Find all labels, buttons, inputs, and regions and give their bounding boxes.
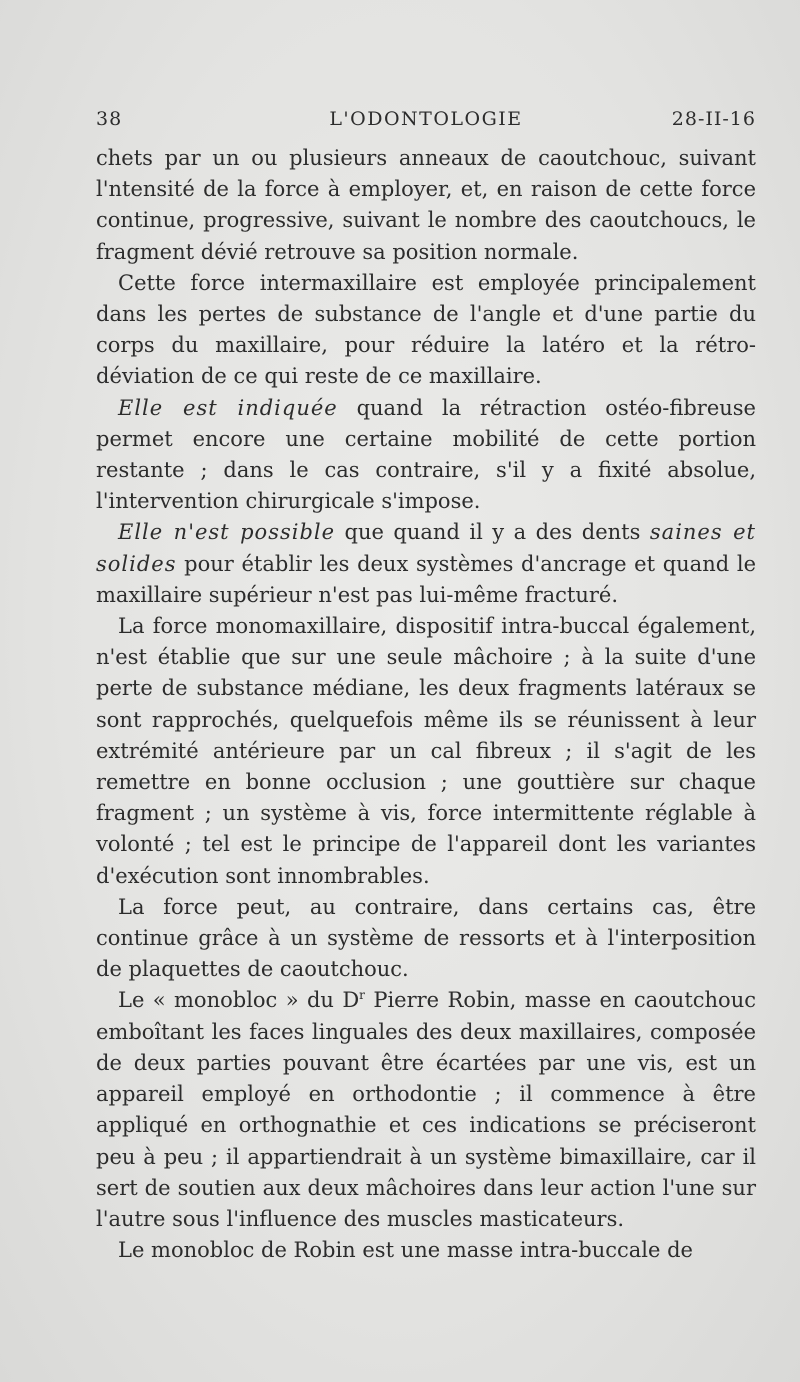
text-run: Pierre Robin, masse en caoutchouc emboîtant les faces linguales des deux maxillaires, composée de deux parties pouvant être écartées par une vis, est un appareil employé en orthodontie ; il commence à être appliqué en orthognathie et ces indications se préciseront peu à peu ; il appartiendrait à un système bimaxillaire, car il sert de soutien aux deux mâchoires dans leur action l'une sur l'autre sous l'influence des muscles masticateurs. [96,988,756,1231]
page-header [96,108,756,142]
paragraph [96,143,756,268]
text-run: quand la rétraction ostéo-fibreuse permet encore une certaine mobilité de cette portion restante ; dans le cas contraire, s'il y a fixité absolue, l'intervention chirurgicale s'impose. [96,395,756,514]
paragraph [96,393,756,518]
text-run: pour établir les deux systèmes d'ancrage et quand le maxillaire supérieur n'est pas lui-même fracturé. [96,551,756,607]
text-run: que quand il y a des dents [335,520,650,545]
paragraph [96,1235,756,1266]
paragraph [96,611,756,892]
superscript-text: r [359,988,365,1003]
italic-text: saines et solides [96,520,756,576]
text-run: Cette force intermaxillaire est employée principalement dans les pertes de substance de l'angle et d'une partie du corps du maxillaire, pour réduire la latéro et la rétro-déviation de ce qui reste de ce maxillaire. [96,270,756,389]
italic-text: Elle n'est possible [118,520,336,545]
text-run: chets par un ou plusieurs anneaux de caoutchouc, suivant l'ntensité de la force à employer, et, en raison de cette force continue, progressive, suivant le nombre des caoutchoucs, le fragment dévié retrouve sa position normale. [96,146,756,264]
page-number: 38 [96,108,123,130]
text-run: La force peut, au contraire, dans certains cas, être continue grâce à un système de ressorts et à l'interposition de plaquettes de caoutchouc. [96,894,756,982]
text-run: Le monobloc de Robin est une masse intra-buccale de [118,1238,693,1263]
text-run: La force monomaxillaire, dispositif intra-buccal également, n'est établie que sur une seule mâchoire ; à la suite d'une perte de substance médiane, les deux fragments latéraux se sont rapprochés, quelquefois même ils se réunissent à leur extrémité antérieure par un cal fibreux ; il s'agit de les remettre en bonne occlusion ; une gouttière sur chaque fragment ; un système à vis, force intermittente réglable à volonté ; tel est le principe de l'appareil dont les variantes d'exécution sont innombrables. [96,614,756,888]
paragraph [96,517,756,611]
paragraph [96,268,756,393]
paragraph [96,985,756,1235]
issue-date: 28-II-16 [671,108,756,130]
page-body [96,143,756,1266]
running-title: L'ODONTOLOGIE [329,108,523,130]
text-run: Le « monobloc » du D [118,988,360,1013]
italic-text: Elle est indiquée [118,395,338,420]
paragraph [96,892,756,986]
